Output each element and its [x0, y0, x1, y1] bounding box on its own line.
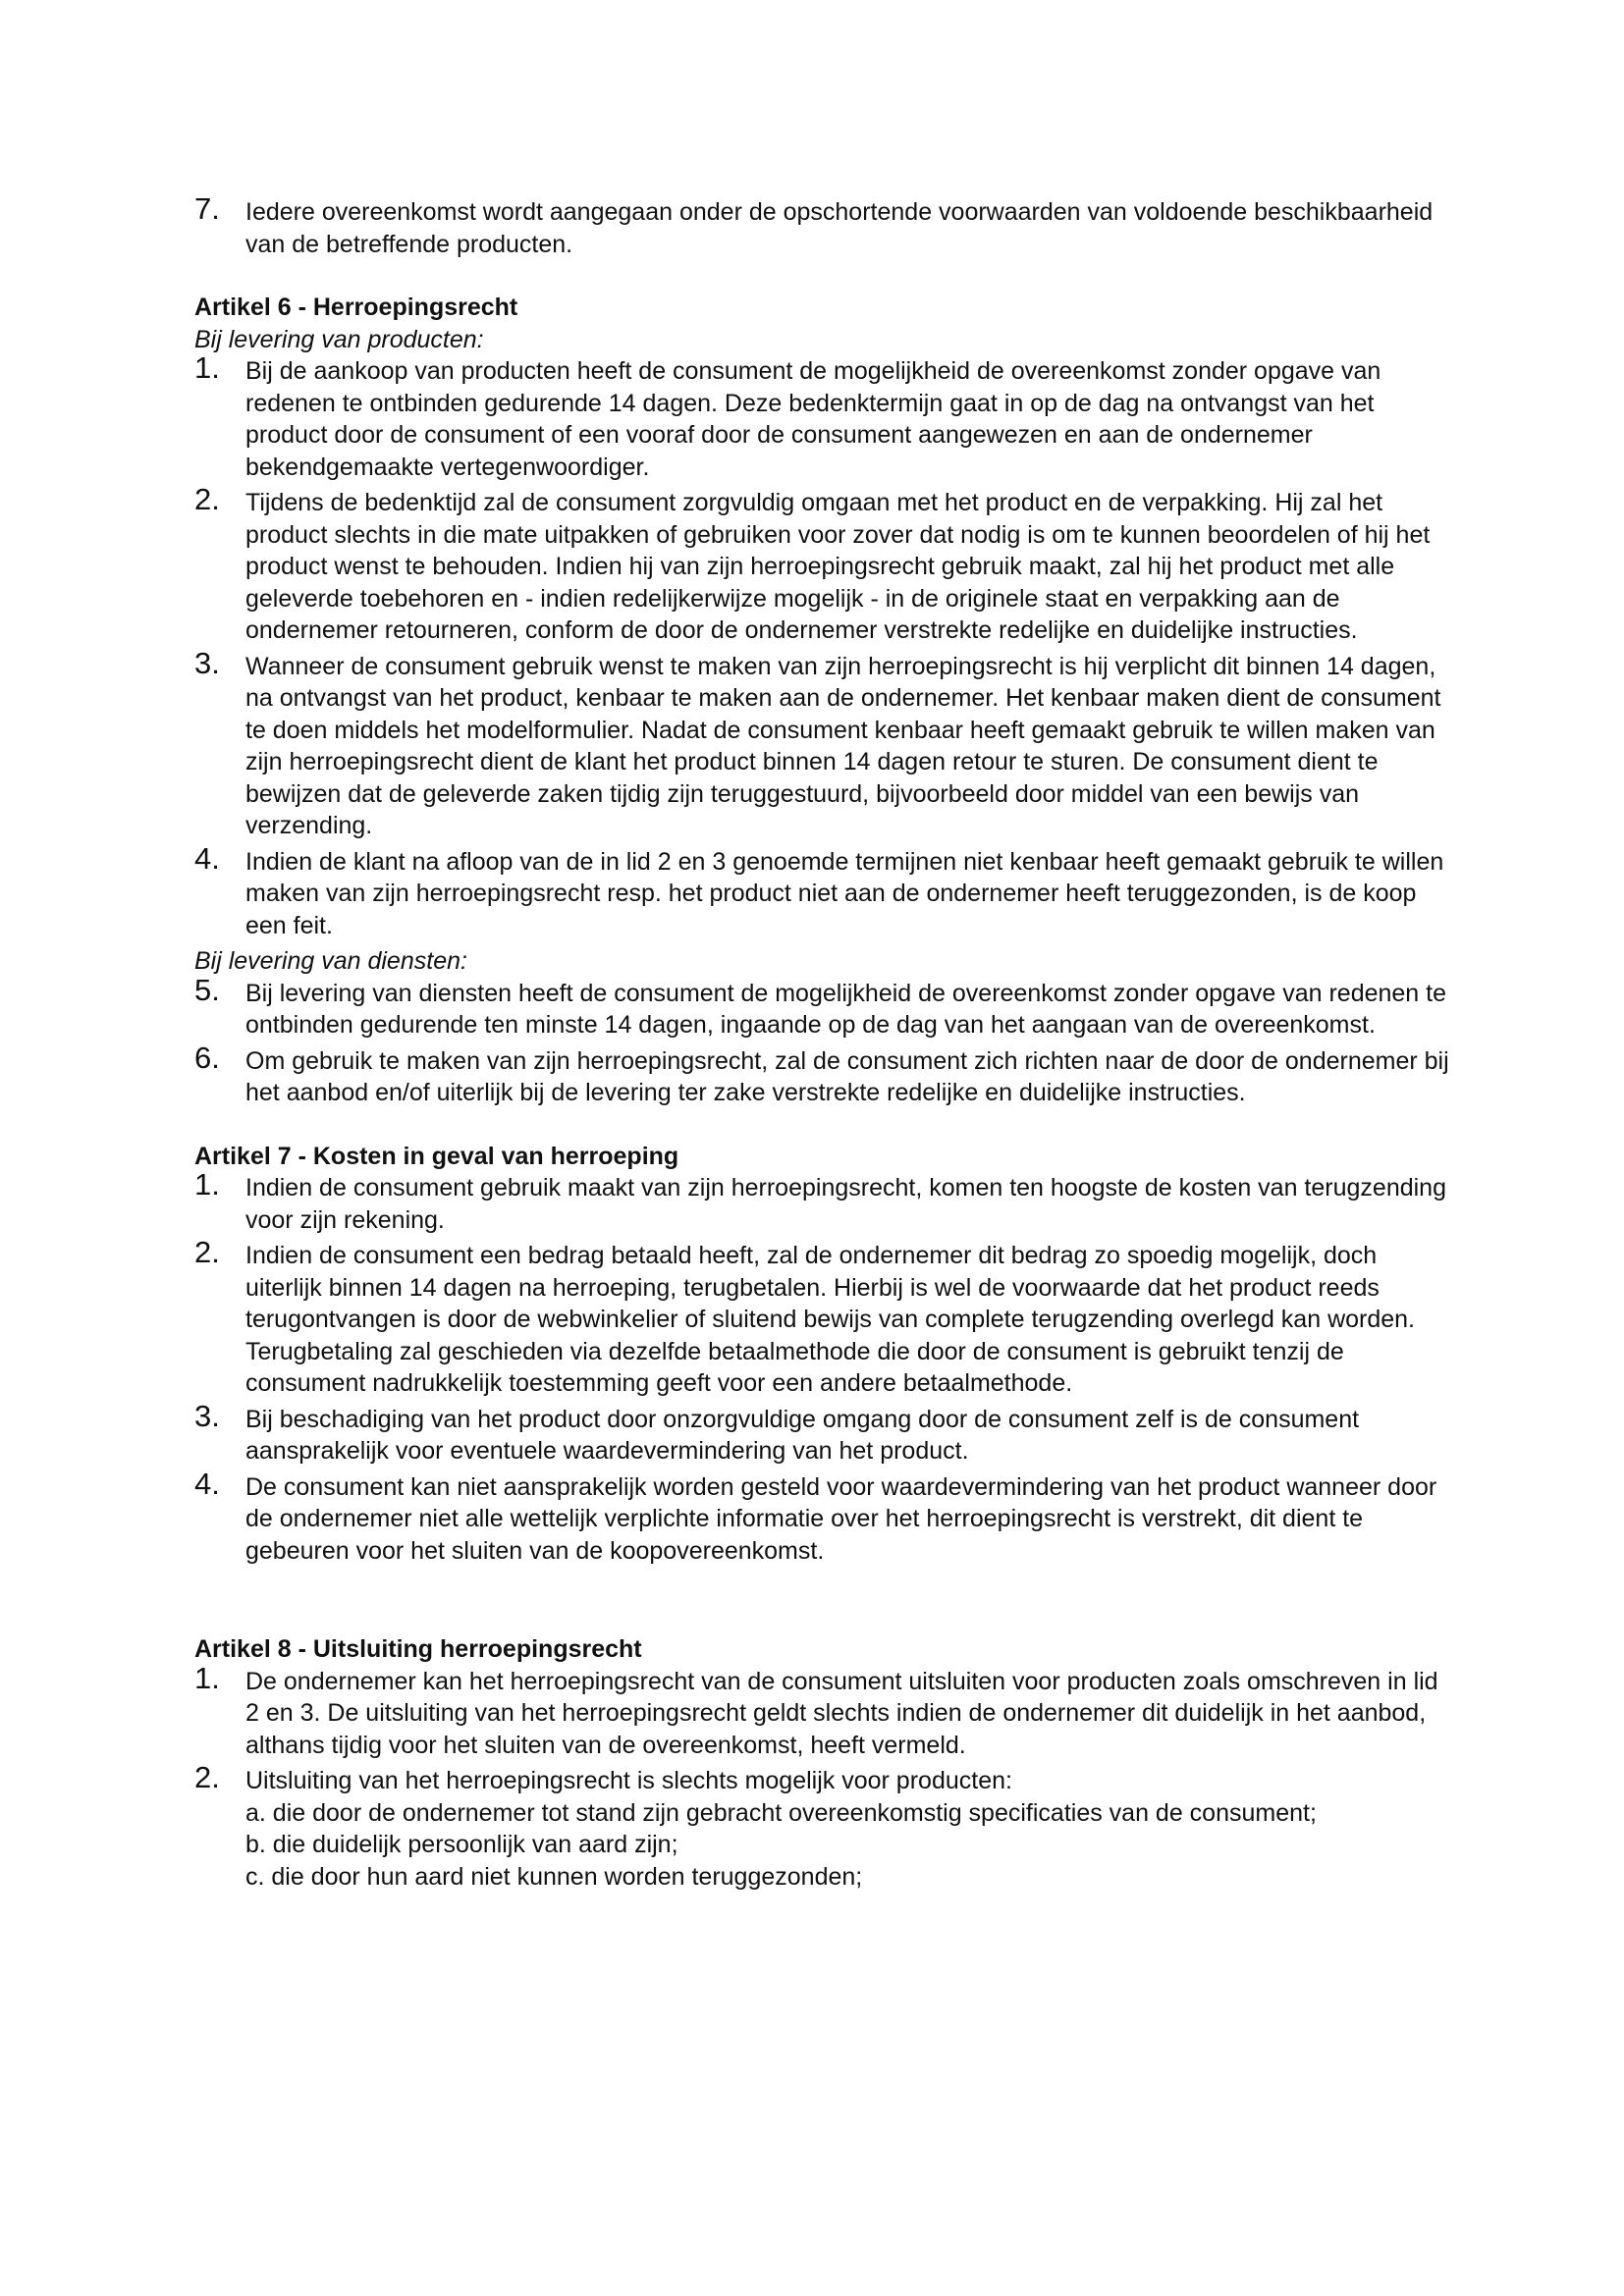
item-number: 6.	[194, 1040, 220, 1075]
list-item	[194, 1660, 1451, 1762]
item-text: Indien de consument een bedrag betaald heeft, zal de ondernemer dit bedrag zo spoedig mogelijk, doch uiterlijk binnen 14 dagen na herroeping, terugbetalen. Hierbij is wel de voorwaarde dat het product reeds terugontvangen is door de webwinkelier of sluitend bewijs van complete terugzending overlegd kan worden. Terugbetaling zal geschieden via dezelfde betaalmethode die door de consument is gebruikt tenzij de consument nadrukkelijk toestemming geeft voor een andere betaalmethode.	[245, 1242, 1416, 1397]
item-text: De consument kan niet aansprakelijk worden gesteld voor waardevermindering van het product wanneer door de ondernemer niet alle wettelijk verplichte informatie over het herroepingsrecht is verstrekt, dit dient te gebeuren voor het sluiten van de koopovereenkomst.	[245, 1472, 1437, 1565]
list-item	[194, 840, 1451, 942]
item-number: 7.	[194, 191, 220, 226]
item-text: Bij beschadiging van het product door onzorgvuldige omgang door de consument zelf is de consument aansprakelijk voor eventuele waardevermindering van het product.	[245, 1405, 1360, 1465]
item-number: 5.	[194, 972, 220, 1007]
list-item	[194, 1040, 1451, 1109]
article-7-heading: Artikel 7 - Kosten in geval van herroeping	[194, 1142, 679, 1170]
item-text: Bij de aankoop van producten heeft de consument de mogelijkheid de overeenkomst zonder opgave van redenen te ontbinden gedurende 14 dagen. Deze bedenktermijn gaat in op de dag na ontvangst van het product door de consument of een vooraf door de consument aangewezen en aan de ondernemer bekendgemaakte vertegenwoordiger.	[245, 357, 1381, 481]
item-number: 3.	[194, 1398, 220, 1433]
item-number: 1.	[194, 1660, 220, 1695]
list-item	[194, 191, 1451, 260]
list-item	[194, 1235, 1451, 1400]
article-6-heading: Artikel 6 - Herroepingsrecht	[194, 294, 518, 321]
list-item	[194, 482, 1451, 647]
list-item	[194, 645, 1451, 842]
item-text: Om gebruik te maken van zijn herroepingsrecht, zal de consument zich richten naar de door de ondernemer bij het aanbod en/of uiterlijk bij de levering ter zake verstrekte redelijke en duidelijke instructies.	[245, 1046, 1449, 1106]
list-item	[194, 972, 1451, 1041]
list-item	[194, 1760, 1451, 1893]
item-number: 1.	[194, 350, 220, 385]
article-8-heading: Artikel 8 - Uitsluiting herroepingsrecht	[194, 1635, 642, 1663]
sub-item-c: c. die door hun aard niet kunnen worden teruggezonden;	[245, 1862, 863, 1891]
item-text: Tijdens de bedenktijd zal de consument zorgvuldig omgaan met het product en de verpakking. Hij zal het product slechts in die mate uitpakken of gebruiken voor zover dat nodig is om te kunnen beoordelen of hij het product wenst te behouden. Indien hij van zijn herroepingsrecht gebruik maakt, zal hij het product met alle geleverde toebehoren en - indien redelijkerwijze mogelijk - in de originele staat en verpakking aan de ondernemer retourneren, conform de door de ondernemer verstrekte redelijke en duidelijke instructies.	[245, 489, 1431, 644]
item-number: 4.	[194, 1466, 220, 1501]
sub-item-a: a. die door de ondernemer tot stand zijn gebracht overeenkomstig specificaties van de consument;	[245, 1798, 1317, 1827]
document-page	[194, 191, 1451, 1896]
item-number: 2.	[194, 482, 220, 516]
subheading-products: Bij levering van producten:	[194, 325, 484, 353]
item-text: Wanneer de consument gebruik wenst te maken van zijn herroepingsrecht is hij verplicht dit binnen 14 dagen, na ontvangst van het product, kenbaar te maken aan de ondernemer. Het kenbaar maken dient de consument te doen middels het modelformulier. Nadat de consument kenbaar heeft gemaakt gebruik te willen maken van zijn herroepingsrecht dient de klant het product binnen 14 dagen retour te sturen. De consument dient te bewijzen dat de geleverde zaken tijdig zijn teruggestuurd, bijvoorbeeld door middel van een bewijs van verzending.	[245, 652, 1441, 839]
subheading-services: Bij levering van diensten:	[194, 947, 467, 975]
item-text: De ondernemer kan het herroepingsrecht van de consument uitsluiten voor producten zoals omschreven in lid 2 en 3. De uitsluiting van het herroepingsrecht geldt slechts indien de ondernemer dit duidelijk in het aanbod, althans tijdig voor het sluiten van de overeenkomst, heeft vermeld.	[245, 1667, 1438, 1759]
item-text: Iedere overeenkomst wordt aangegaan onder de opschortende voorwaarden van voldoende beschikbaarheid van de betreffende producten.	[245, 198, 1434, 258]
sub-item-b: b. die duidelijk persoonlijk van aard zijn;	[245, 1831, 678, 1858]
item-text: Bij levering van diensten heeft de consument de mogelijkheid de overeenkomst zonder opgave van redenen te ontbinden gedurende ten minste 14 dagen, ingaande op de dag van het aangaan van de overeenkomst.	[245, 979, 1447, 1039]
item-number: 1.	[194, 1167, 220, 1201]
item-number: 2.	[194, 1235, 220, 1269]
list-item	[194, 1167, 1451, 1236]
item-number: 4.	[194, 840, 220, 876]
sub-list	[245, 1797, 1451, 1894]
list-item	[194, 350, 1451, 483]
spacer	[194, 1571, 1451, 1602]
item-text: Indien de consument gebruik maakt van zijn herroepingsrecht, komen ten hoogste de kosten van terugzending voor zijn rekening.	[245, 1174, 1446, 1234]
item-number: 3.	[194, 645, 220, 680]
item-number: 2.	[194, 1760, 220, 1794]
item-text: Indien de klant na afloop van de in lid 2 en 3 genoemde termijnen niet kenbaar heeft gemaakt gebruik te willen maken van zijn herroepingsrecht resp. het product niet aan de ondernemer heeft teruggezonden, is de koop een feit.	[245, 847, 1444, 939]
list-item	[194, 1466, 1451, 1568]
list-item	[194, 1398, 1451, 1468]
item-text: Uitsluiting van het herroepingsrecht is slechts mogelijk voor producten:	[245, 1767, 1012, 1794]
